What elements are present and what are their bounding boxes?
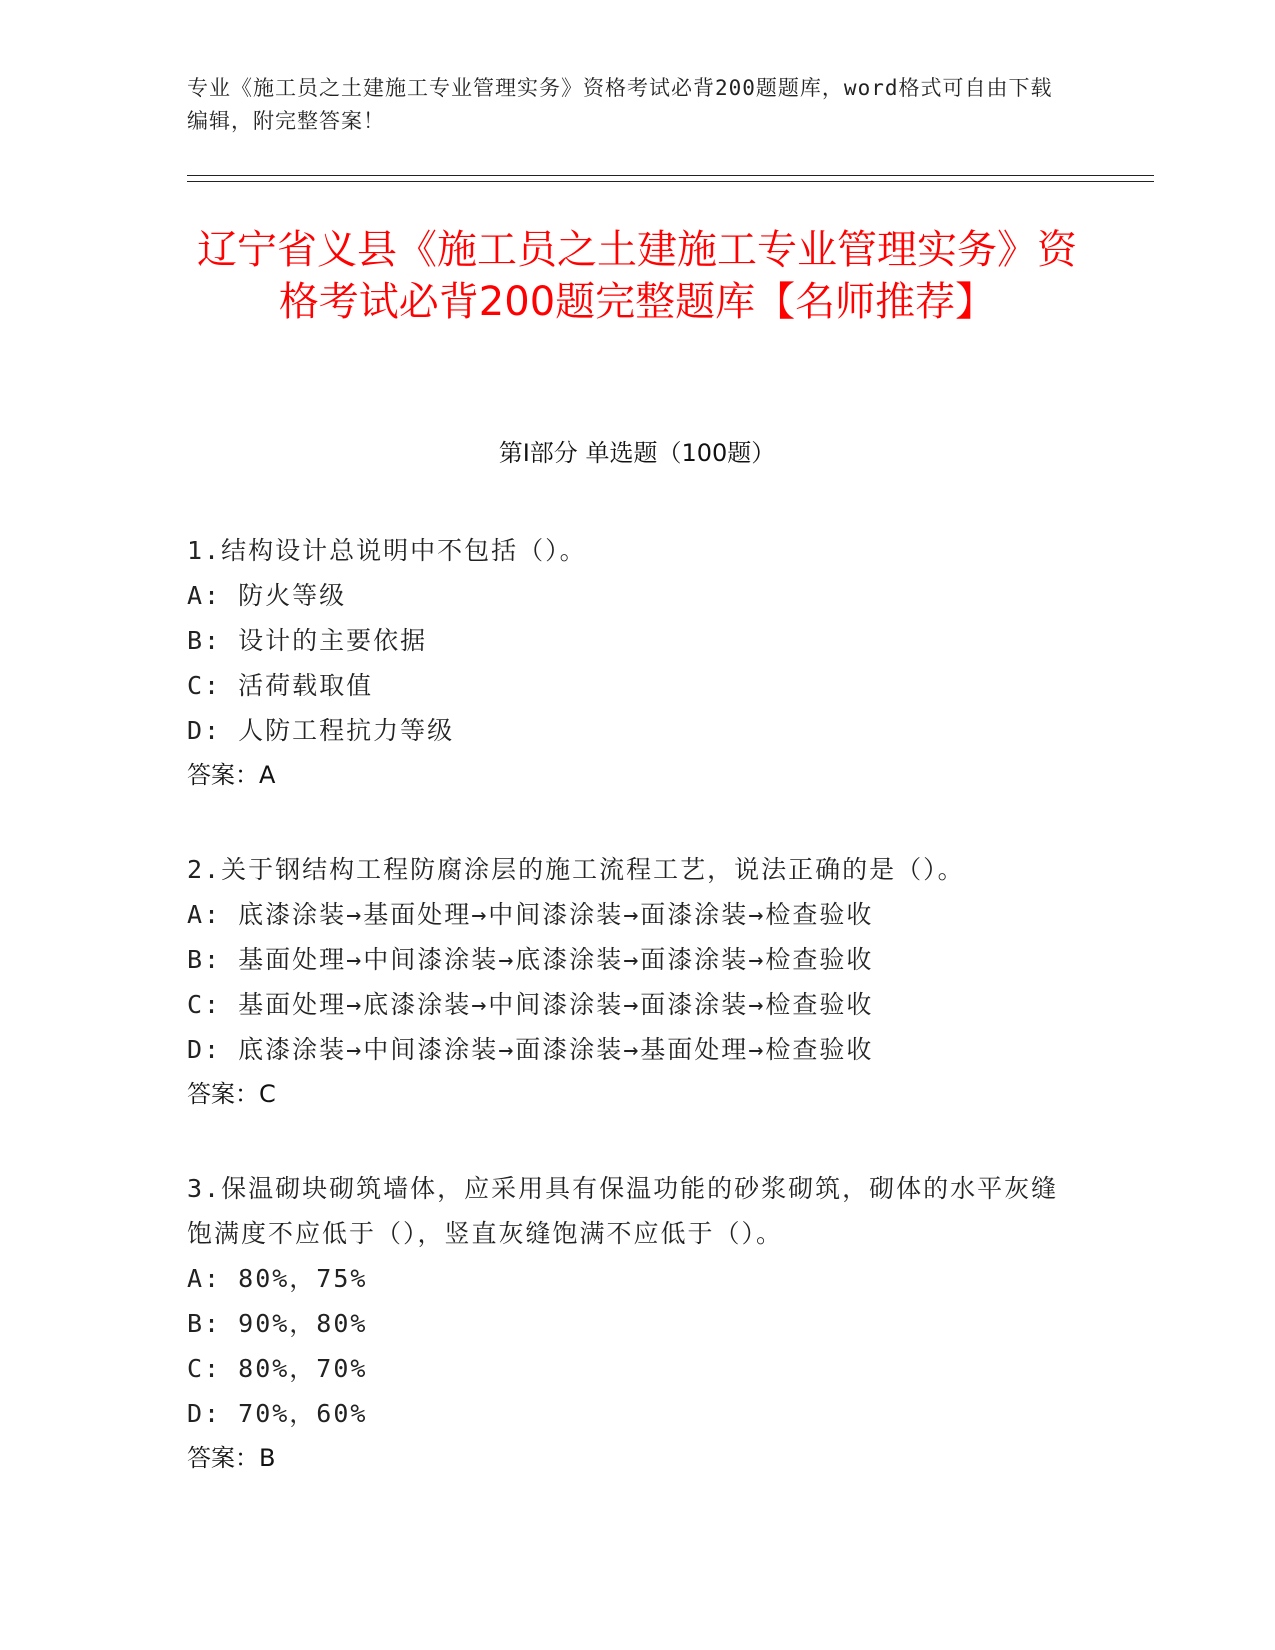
option-d: D: 底漆涂装→中间漆涂装→面漆涂装→基面处理→检查验收 [187, 1035, 874, 1064]
document-title: 辽宁省义县《施工员之土建施工专业管理实务》资格考试必背200题完整题库【名师推荐】 [197, 227, 1077, 325]
option-b: B: 设计的主要依据 [187, 626, 428, 655]
option-a: A: 底漆涂装→基面处理→中间漆涂装→面漆涂装→检查验收 [187, 900, 874, 929]
answer-line: 答案：A [187, 761, 276, 789]
option-c: C: 基面处理→底漆涂装→中间漆涂装→面漆涂装→检查验收 [187, 990, 874, 1019]
option-d: D: 70%，60% [187, 1399, 368, 1428]
question-block [187, 528, 1067, 798]
header-divider-top [187, 175, 1154, 176]
option-b: B: 基面处理→中间漆涂装→底漆涂装→面漆涂装→检查验收 [187, 945, 874, 974]
option-b: B: 90%，80% [187, 1309, 368, 1338]
question-stem: 1.结构设计总说明中不包括（）。 [187, 536, 587, 565]
option-d: D: 人防工程抗力等级 [187, 716, 455, 745]
question-stem: 3.保温砌块砌筑墙体，应采用具有保温功能的砂浆砌筑，砌体的水平灰缝饱满度不应低于（），竖直灰缝饱满不应低于（）。 [187, 1174, 1059, 1248]
question-block [187, 847, 1067, 1117]
option-a: A: 80%，75% [187, 1264, 368, 1293]
question-block [187, 1166, 1067, 1481]
answer-line: 答案：C [187, 1080, 276, 1108]
section-title: 第I部分 单选题（100题） [498, 439, 776, 467]
option-c: C: 80%，70% [187, 1354, 368, 1383]
option-a: A: 防火等级 [187, 581, 347, 610]
option-c: C: 活荷载取值 [187, 671, 374, 700]
header-divider-bottom [187, 181, 1154, 182]
answer-line: 答案：B [187, 1444, 276, 1472]
header-note: 专业《施工员之土建施工专业管理实务》资格考试必背200题题库，word格式可自由下载编辑，附完整答案！ [187, 76, 1053, 133]
question-stem: 2.关于钢结构工程防腐涂层的施工流程工艺，说法正确的是（）。 [187, 855, 965, 884]
